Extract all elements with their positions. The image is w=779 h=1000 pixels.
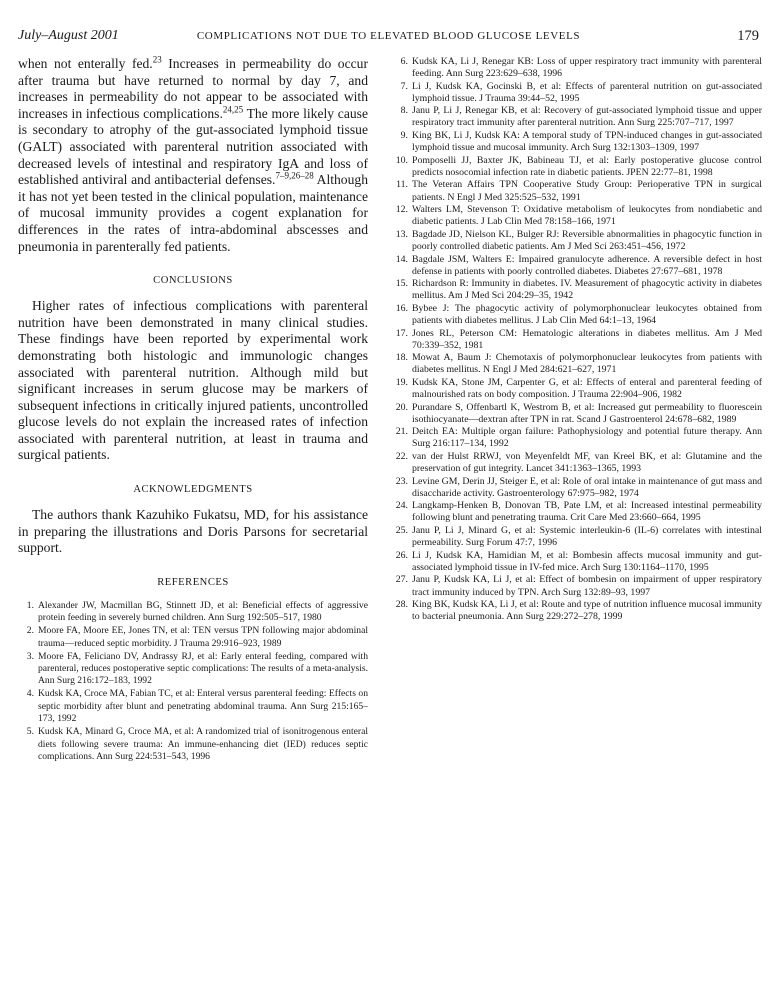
reference-item — [390, 525, 762, 549]
citation-superscript: 23 — [152, 54, 162, 65]
reference-item — [390, 278, 762, 302]
reference-item — [390, 476, 762, 500]
reference-item — [390, 303, 762, 327]
reference-item — [390, 550, 762, 574]
reference-text: Jones RL, Peterson CM: Hematologic alterations in diabetes mellitus. Am J Med 70:339–352, 1981 — [412, 327, 762, 351]
reference-item — [390, 402, 762, 426]
reference-number: 6. — [400, 56, 408, 67]
reference-text: Walters LM, Stevenson T: Oxidative metabolism of leukocytes from nondiabetic and diabetic patients. J Lab Clin Med 78:158–166, 1971 — [412, 204, 762, 228]
reference-item — [390, 204, 762, 228]
reference-text: Richardson R: Immunity in diabetes. IV. Measurement of phagocytic activity in diabetes mellitus. Am J Med Sci 204:29–35, 1942 — [412, 278, 762, 302]
reference-number: 9. — [400, 130, 408, 142]
reference-number: 27. — [395, 574, 408, 586]
right-column — [390, 56, 762, 624]
reference-number: 17. — [395, 327, 408, 339]
reference-number: 24. — [395, 500, 408, 512]
reference-item — [390, 254, 762, 278]
reference-number: 11. — [396, 179, 408, 191]
running-title: COMPLICATIONS NOT DUE TO ELEVATED BLOOD GLUCOSE LEVELS — [196, 30, 581, 42]
reference-number: 12. — [395, 204, 408, 216]
reference-list-right — [390, 56, 762, 623]
reference-text: King BK, Kudsk KA, Li J, et al: Route and type of nutrition influence mucosal immunity to bacterial pneumonia. Ann Surg 229:272–278, 1999 — [412, 599, 762, 623]
reference-number: 1. — [26, 599, 34, 611]
reference-text: Kudsk KA, Li J, Renegar KB: Loss of upper respiratory tract immunity with parenteral feeding. Ann Surg 223:629–638, 1996 — [412, 56, 762, 80]
discussion-text-3: The more likely cause is secondary to atrophy of the gut-associated lymphoid tissue (GALT) associated with parenteral nutrition associated with decreased levels of intestinal and respiratory IgA and loss of established antiviral and antibacterial defenses. — [18, 105, 368, 188]
reference-number: 13. — [395, 228, 408, 240]
reference-item — [390, 352, 762, 376]
reference-text: Kudsk KA, Minard G, Croce MA, et al: A randomized trial of isonitrogenous enteral diets following severe trauma: An immune-enhancing diet (IED) reduces septic complications. Ann Surg 224:531–543, 1996 — [38, 726, 368, 763]
reference-number: 10. — [395, 154, 408, 166]
citation-superscript: 7–9,26–28 — [275, 170, 314, 181]
reference-item — [390, 105, 762, 129]
reference-number: 8. — [400, 105, 408, 117]
reference-item — [390, 81, 762, 105]
reference-text: Purandare S, Offenbartl K, Westrom B, et al: Increased gut permeability to fluorescein isothiocyanate—dextran after TPN in rat. Scand J Gastroenterol 24:678–682, 1989 — [412, 401, 762, 425]
reference-text: Deitch EA: Multiple organ failure: Pathophysiology and potential future therapy. Ann Surg 216:117–134, 1992 — [412, 426, 762, 450]
reference-text: Moore FA, Feliciano DV, Andrassy RJ, et al: Early enteral feeding, compared with parenteral, reduces postoperative septic complications: The results of a meta-analysis. Ann Surg 216:172–183, 1992 — [38, 650, 368, 687]
reference-number: 22. — [395, 451, 408, 462]
reference-number: 21. — [395, 426, 408, 438]
acknowledgments-heading: ACKNOWLEDGMENTS — [133, 484, 253, 496]
reference-item — [390, 574, 762, 598]
conclusions-heading: CONCLUSIONS — [153, 275, 233, 287]
reference-item — [390, 56, 762, 80]
reference-number: 3. — [26, 650, 34, 662]
reference-number: 16. — [395, 302, 408, 314]
reference-item — [390, 328, 762, 352]
reference-number: 28. — [395, 599, 408, 611]
reference-item — [18, 688, 368, 725]
reference-text: Pomposelli JJ, Baxter JK, Babineau TJ, et al: Early postoperative glucose control predicts nosocomial infection rate in diabetic patients. JPEN 22:77–81, 1998 — [412, 154, 762, 178]
reference-number: 19. — [395, 376, 408, 388]
reference-item — [390, 599, 762, 623]
issue-date: July–August 2001 — [18, 28, 119, 43]
reference-number: 2. — [26, 625, 34, 637]
reference-text: Li J, Kudsk KA, Hamidian M, et al: Bombesin affects mucosal immunity and gut-associated lymphoid tissue in IV-fed mice. Arch Surg 130:1164–1170, 1995 — [412, 549, 762, 573]
reference-number: 5. — [26, 726, 34, 738]
reference-text: Bybee J: The phagocytic activity of polymorphonuclear leukocytes obtained from patients with diabetes mellitus. J Lab Clin Med 64:1–13, 1964 — [412, 302, 762, 326]
reference-item — [390, 451, 762, 475]
reference-item — [390, 229, 762, 253]
reference-text: Janu P, Li J, Minard G, et al: Systemic interleukin-6 (IL-6) correlates with intestinal permeability. Surg Forum 47:7, 1996 — [412, 525, 762, 549]
reference-text: Bagdale JSM, Walters E: Impaired granulocyte adherence. A reversible defect in host defense in patients with poorly controlled diabetes. Diabetes 27:677–681, 1978 — [412, 253, 762, 277]
reference-number: 7. — [400, 80, 408, 92]
reference-text: Mowat A, Baum J: Chemotaxis of polymorphonuclear leukocytes from patients with diabetes mellitus. N Engl J Med 284:621–627, 1971 — [412, 352, 762, 376]
discussion-text-1: when not enterally fed. — [18, 56, 153, 71]
reference-text: Alexander JW, Macmillan BG, Stinnett JD, et al: Beneficial effects of aggressive protein feeding in severely burned children. Ann Surg 192:505–517, 1980 — [38, 599, 368, 624]
reference-item — [18, 600, 368, 625]
reference-item — [390, 179, 762, 203]
reference-number: 15. — [395, 278, 408, 290]
reference-number: 23. — [395, 475, 408, 487]
reference-text: The Veteran Affairs TPN Cooperative Study Group: Perioperative TPN in surgical patients. N Engl J Med 325:525–532, 1991 — [412, 179, 762, 203]
reference-text: Levine GM, Derin JJ, Steiger E, et al: Role of oral intake in maintenance of gut mass and disaccharide activity. Gastroenterology 67:975–982, 1974 — [412, 475, 762, 499]
conclusions-paragraph: Higher rates of infectious complications with parenteral nutrition have been demonstrated in many clinical studies. These findings have been reported by experimental work demonstrating both histologic and immunologic changes associated with parenteral nutrition. Although mild but significant increases in serum glucose may be markers of subsequent infections in critically injured patients, uncontrolled glucose levels do not explain the increased rates of infection associated with parenteral nutrition, at least in trauma and surgical patients. — [18, 298, 368, 463]
reference-number: 18. — [395, 352, 408, 364]
reference-text: Bagdade JD, Nielson KL, Bulger RJ: Reversible abnormalities in phagocytic function in poorly controlled diabetic patients. Am J Med Sci 263:451–456, 1972 — [412, 228, 762, 252]
reference-text: King BK, Li J, Kudsk KA: A temporal study of TPN-induced changes in gut-associated lymphoid tissue and mucosal immunity. Arch Surg 132:1303–1309, 1997 — [412, 130, 762, 154]
reference-text: Langkamp-Henken B, Donovan TB, Pate LM, et al: Increased intestinal permeability following blunt and penetrating trauma. Crit Care Med 23:660–664, 1995 — [412, 500, 762, 524]
discussion-text-4: Although it has not yet been tested in the clinical population, maintenance of mucosal immunity provides a cogent explanation for differences in the rates of intra-abdominal abscesses and pneumonia in parenterally fed patients. — [18, 172, 368, 254]
discussion-paragraph — [18, 56, 368, 255]
reference-item — [390, 377, 762, 401]
acknowledgments-paragraph: The authors thank Kazuhiko Fukatsu, MD, for his assistance in preparing the illustrations and Doris Parsons for secretarial support. — [18, 507, 368, 556]
left-column — [18, 56, 368, 764]
reference-text: Moore FA, Moore EE, Jones TN, et al: TEN versus TPN following major abdominal trauma—reduced septic morbidity. J Trauma 29:916–923, 1989 — [38, 625, 368, 649]
reference-text: van der Hulst RRWJ, von Meyenfeldt MF, van Kreel BK, et al: Glutamine and the preservation of gut integrity. Lancet 341:1363–1365, 1993 — [412, 451, 762, 475]
discussion-text-2: Increases in permeability do occur after trauma but have returned to normal by day 7, and increases in permeability do not appear to be associated with increases in infectious complications. — [18, 56, 368, 121]
reference-text: Kudsk KA, Stone JM, Carpenter G, et al: Effects of enteral and parenteral feeding of malnourished rats on body composition. J Trauma 22:904–906, 1982 — [412, 376, 762, 401]
reference-number: 4. — [26, 688, 34, 700]
reference-text: Janu P, Kudsk KA, Li J, et al: Effect of bombesin on impairment of upper respiratory tract immunity induced by TPN. Arch Surg 132:89–93, 1997 — [412, 574, 762, 598]
reference-item — [390, 500, 762, 524]
reference-item — [18, 625, 368, 650]
references-heading: REFERENCES — [157, 576, 229, 588]
reference-item — [390, 426, 762, 450]
reference-item — [390, 130, 762, 154]
reference-item — [18, 726, 368, 763]
reference-text: Janu P, Li J, Renegar KB, et al: Recovery of gut-associated lymphoid tissue and upper respiratory tract immunity after parenteral nutrition. Ann Surg 225:707–717, 1997 — [412, 105, 762, 129]
reference-number: 25. — [395, 525, 408, 537]
reference-item — [18, 651, 368, 688]
reference-item — [390, 155, 762, 179]
page-number: 179 — [737, 28, 759, 44]
reference-number: 26. — [395, 549, 408, 561]
running-header — [18, 28, 759, 48]
citation-superscript: 24,25 — [222, 104, 244, 115]
reference-number: 14. — [395, 253, 408, 265]
reference-text: Kudsk KA, Croce MA, Fabian TC, et al: Enteral versus parenteral feeding: Effects on septic morbidity after blunt and penetrating abdominal trauma. Ann Surg 215:165–173, 1992 — [38, 688, 368, 725]
reference-text: Li J, Kudsk KA, Gocinski B, et al: Effects of parenteral nutrition on gut-associated lymphoid tissue. J Trauma 39:44–52, 1995 — [412, 80, 762, 104]
reference-list-left — [18, 600, 368, 764]
reference-number: 20. — [395, 401, 408, 413]
